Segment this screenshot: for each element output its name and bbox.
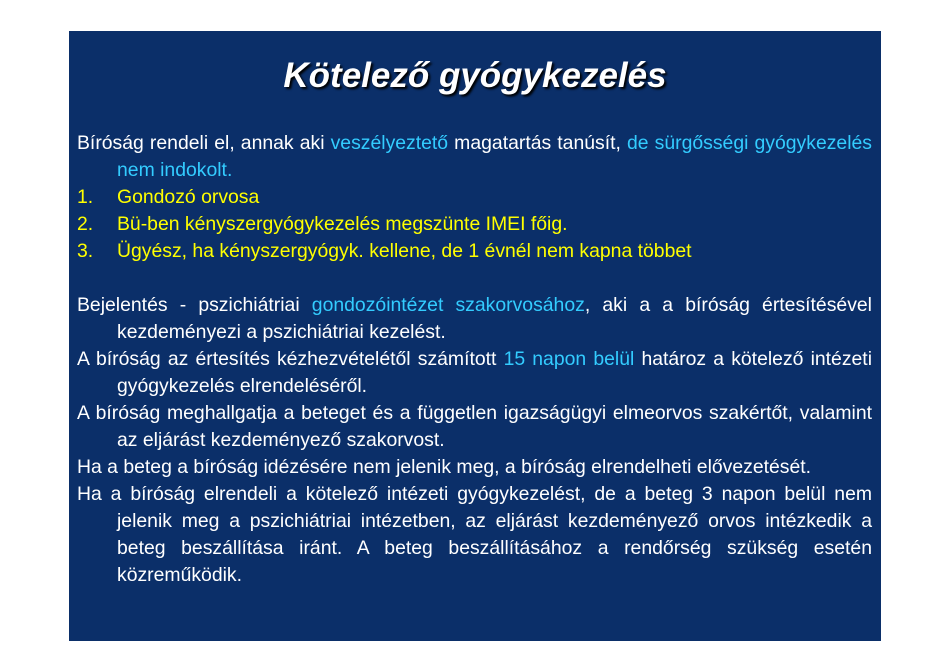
p2-text-1: A bíróság az értesítés kézhezvételétől számított — [77, 348, 504, 370]
intro-paragraph — [77, 130, 872, 184]
list-number: 2. — [77, 213, 94, 235]
list-item — [77, 238, 872, 265]
list-number: 3. — [77, 240, 94, 262]
intro-highlight-1: veszélyeztető — [330, 132, 449, 154]
slide — [69, 31, 881, 641]
paragraph-hatarido — [77, 346, 872, 400]
intro-text-2: magatartás tanúsít, — [448, 132, 627, 154]
paragraph-meghallgatas: A bíróság meghallgatja a beteget és a független igazságügyi elmeorvos szakértőt, valamint az eljárást kezdeményező szakorvost. — [77, 402, 872, 451]
intro-highlight-2: de sürgősségi gyógykezelés nem indokolt. — [117, 132, 873, 181]
list-item — [77, 211, 872, 238]
slide-title: Kötelező gyógykezelés — [283, 56, 667, 95]
slide-body — [77, 130, 872, 589]
paragraph-beszallitas: Ha a bíróság elrendeli a kötelező intézeti gyógykezelést, de a beteg 3 napon belül nem jelenik meg a pszichiátriai intézetben, az eljárást kezdeményező orvos intézkedik a beteg beszállítása iránt. A beteg beszállításához a rendőrség szükség esetén közreműködik. — [77, 483, 872, 586]
intro-text-1: Bíróság rendeli el, annak aki — [77, 132, 331, 154]
p1-text-2: , aki a a bíróság értesítésével kezdeményezi a pszichiátriai kezelést. — [117, 294, 872, 343]
spacer — [77, 265, 872, 292]
p1-highlight: gondozóintézet szakorvosához — [311, 294, 585, 316]
list-item — [77, 184, 872, 211]
p1-text-1: Bejelentés - pszichiátriai — [77, 294, 312, 316]
list-text: Gondozó orvosa — [117, 186, 260, 208]
paragraph-elovezetes: Ha a beteg a bíróság idézésére nem jelenik meg, a bíróság elrendelheti elővezetését. — [77, 456, 812, 478]
list-text: Ügyész, ha kényszergyógyk. kellene, de 1 évnél nem kapna többet — [117, 240, 692, 262]
list-number: 1. — [77, 186, 94, 208]
paragraph-bejelentes — [77, 292, 872, 346]
p2-text-2: határoz a kötelező intézeti gyógykezelés elrendeléséről. — [117, 348, 873, 397]
p2-highlight: 15 napon belül — [503, 348, 635, 370]
list-text: Bü-ben kényszergyógykezelés megszünte IMEI főig. — [117, 213, 568, 235]
